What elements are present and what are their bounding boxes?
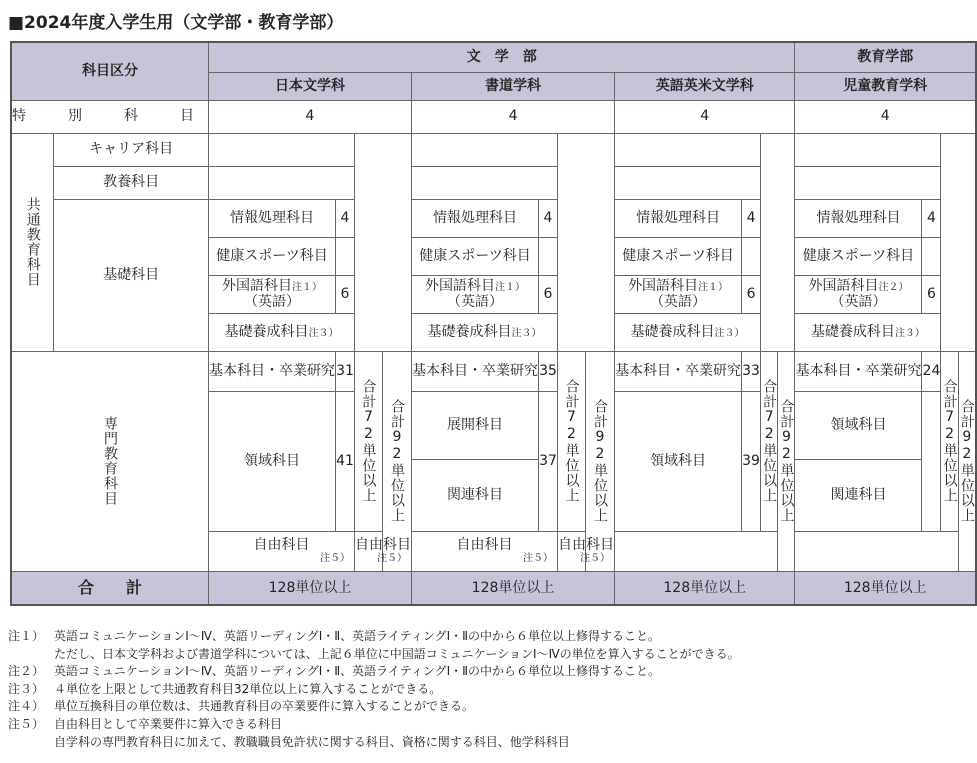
jiyu-name: 自由科目 [558,537,615,554]
total-value: 128単位以上 [209,571,412,605]
tokubetsu-value: 4 [412,100,615,133]
gaikoku-note: 注１） [698,281,729,293]
note-row [8,628,740,646]
note-row [8,698,740,716]
eigo-label: （英語） [447,294,504,310]
jiyu-note: 注５） [377,553,408,565]
gaikoku-label [615,275,742,313]
page-title: ■2024年度入学生用（文学部・教育学部） [8,13,344,33]
kihon-value: 35 [539,351,558,391]
kiso-yosei-name: 基礎養成科目 [630,323,715,340]
joho-value: 4 [336,199,355,237]
total72: 合計72単位以上 [761,351,778,531]
joho-label: 情報処理科目 [615,199,742,237]
note-text: ４単位を上限として共通教育科目32単位以上に算入することができる。 [54,681,442,696]
gaikoku-name: 外国語科目 [425,277,496,294]
gaikoku-label [412,275,539,313]
dept-header: 日本文学科 [209,72,412,100]
kanren-label: 関連科目 [412,459,539,531]
kyoyo-label: 教養科目 [54,166,209,199]
note-label: 注２） [8,664,45,679]
total72: 合計72単位以上 [354,351,382,531]
joho-label: 情報処理科目 [412,199,539,237]
note-text: ただし、日本文学科および書道学科については、上記６単位に中国語コミュニケーションⅠ～Ⅳの単位を算入することができる。 [54,646,740,661]
kihon-value: 31 [336,351,355,391]
ryoiki-label: 領域科目 [209,391,336,531]
note-label: 注１） [8,629,45,643]
tokubetsu-label: 特 別 科 目 [11,100,209,133]
total92: 合計92単位以上 [958,351,976,571]
kihon-label: 基本科目・卒業研究 [795,351,922,391]
total-value: 128単位以上 [795,571,976,605]
ryoiki-label: 領域科目 [615,391,742,531]
gaikoku-note: 注１） [495,281,526,293]
kenko-label: 健康スポーツ科目 [795,237,922,275]
gaikoku-value: 6 [336,275,355,313]
total-value: 128単位以上 [412,571,615,605]
gaikoku-value: 6 [742,275,761,313]
tokubetsu-value: 4 [615,100,795,133]
kiso-yosei-note: 注３） [714,327,745,339]
kihon-label: 基本科目・卒業研究 [209,351,336,391]
jiyu-label [209,531,355,571]
kenko-label: 健康スポーツ科目 [615,237,742,275]
note-text: 自学科の専門教育科目に加えて、教職職員免許状に関する科目、資格に関する科目、他学科科目 [54,734,570,749]
note-label: 注３） [8,681,45,696]
note-text: 英語コミュニケーションⅠ～Ⅳ、英語リーディングⅠ・Ⅱ、英語ライティングⅠ・Ⅱの中から６単位以上修得すること。 [54,664,661,679]
gaikoku-value: 6 [922,275,941,313]
ryoiki-value: 37 [539,391,558,531]
senmon-label: 専門教育科目 [11,351,209,571]
total92: 合計92単位以上 [585,351,614,571]
dept-header: 英語英米文学科 [615,72,795,100]
dept-header: 書道学科 [412,72,615,100]
note-row [8,716,740,734]
jiyu-label [557,531,614,571]
kihon-label: 基本科目・卒業研究 [615,351,742,391]
total92: 合計92単位以上 [778,351,795,571]
jiyu-name: 自由科目 [456,537,513,554]
jiyu-name: 自由科目 [354,537,411,554]
jiyu-note: 注５） [522,553,553,565]
note-label: 注４） [8,699,45,714]
joho-label: 情報処理科目 [209,199,336,237]
kiso-yosei-note: 注３） [894,327,925,339]
curriculum-table [10,41,977,606]
kenko-label: 健康スポーツ科目 [412,237,539,275]
note-text: 自由科目として卒業要件に算入できる科目 [54,716,283,731]
kihon-value: 24 [922,351,941,391]
note-row [8,663,740,681]
total72: 合計72単位以上 [557,351,585,531]
joho-value: 4 [539,199,558,237]
note-text: 単位互換科目の単位数は、共通教育科目の卒業要件に算入することができる。 [54,699,475,714]
faculty-header-kyoiku: 教育学部 [795,42,976,72]
kyotsu-label: 共通教育科目 [11,133,54,351]
kiso-yosei-note: 注３） [511,327,542,339]
gaikoku-label [209,275,336,313]
note-label: 注５） [8,716,45,731]
total-value: 128単位以上 [615,571,795,605]
career-label: キャリア科目 [54,133,209,166]
note-row [8,734,740,752]
kiso-yosei-name: 基礎養成科目 [224,323,309,340]
total72: 合計72単位以上 [941,351,958,531]
notes [8,628,740,751]
gaikoku-name: 外国語科目 [222,277,292,294]
jiyu-label [354,531,411,571]
kihon-label: 基本科目・卒業研究 [412,351,539,391]
eigo-label: （英語） [830,294,887,310]
total-label: 合 計 [11,571,209,605]
tokubetsu-value: 4 [795,100,976,133]
kiso-yosei-name: 基礎養成科目 [810,323,895,340]
total92: 合計92単位以上 [382,351,411,571]
kiso-yosei-label [412,313,558,351]
joho-value: 4 [742,199,761,237]
kiso-yosei-name: 基礎養成科目 [427,323,512,340]
jiyu-name: 自由科目 [253,537,310,554]
ryoiki-value: 41 [336,391,355,531]
joho-label: 情報処理科目 [795,199,922,237]
eigo-label: （英語） [650,294,707,310]
kiso-yosei-label [795,313,941,351]
eigo-label: （英語） [244,294,300,310]
note-row [8,681,740,699]
kenko-label: 健康スポーツ科目 [209,237,336,275]
kiso-yosei-note: 注３） [308,327,339,339]
gaikoku-name: 外国語科目 [628,277,699,294]
kihon-value: 33 [742,351,761,391]
ryoiki-value: 39 [742,391,761,531]
kiso-yosei-label [615,313,761,351]
tokubetsu-value: 4 [209,100,412,133]
note-row [8,646,740,664]
kiso-yosei-label [209,313,355,351]
jiyu-label [412,531,558,571]
jiyu-note: 注５） [319,553,350,565]
joho-value: 4 [922,199,941,237]
gaikoku-note: 注１） [292,281,322,293]
note-text: 英語コミュニケーションⅠ～Ⅳ、英語リーディングⅠ・Ⅱ、英語ライティングⅠ・Ⅱの中から６単位以上修得すること。 [54,629,661,643]
category-header: 科目区分 [11,42,209,100]
gaikoku-name: 外国語科目 [808,277,879,294]
ryoiki-label: 領域科目 [795,391,922,459]
gaikoku-note: 注２） [878,281,909,293]
kiso-label: 基礎科目 [54,199,209,351]
faculty-header-bun: 文 学 部 [209,42,795,72]
gaikoku-value: 6 [539,275,558,313]
kanren-label: 関連科目 [795,459,922,531]
gaikoku-label [795,275,922,313]
jiyu-note: 注５） [580,553,611,565]
dept-header: 児童教育学科 [795,72,976,100]
tenkai-label: 展開科目 [412,391,539,459]
